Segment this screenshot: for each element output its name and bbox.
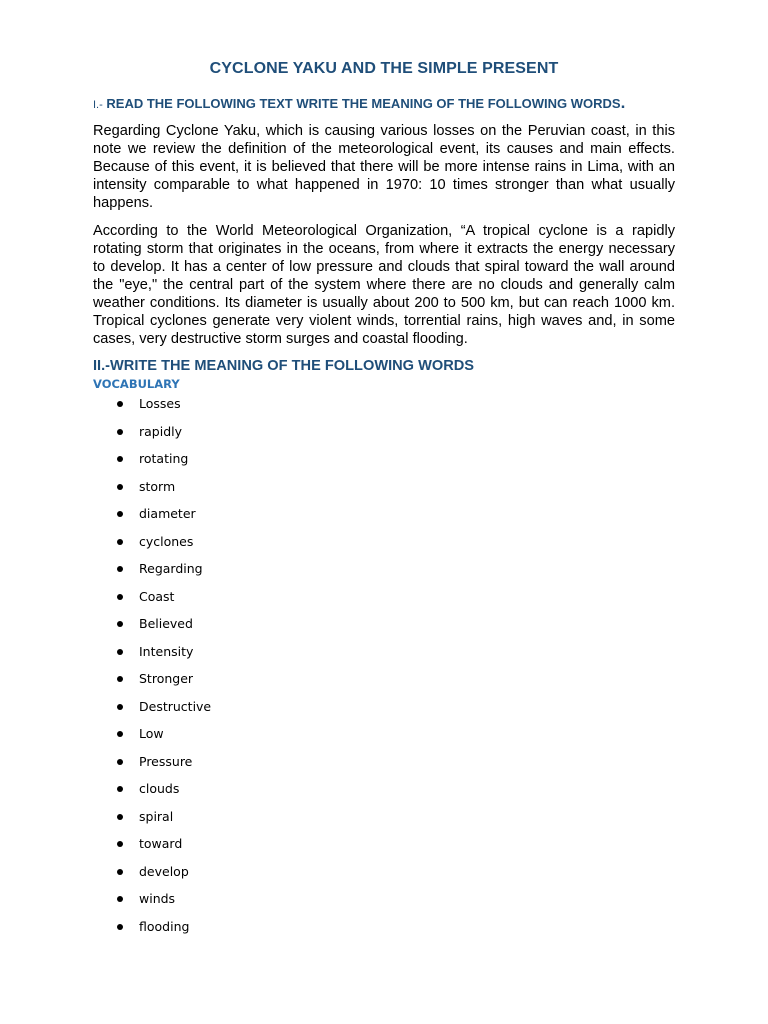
bullet-icon bbox=[117, 869, 123, 875]
list-item bbox=[93, 669, 211, 697]
vocabulary-list bbox=[93, 394, 211, 944]
list-item bbox=[93, 889, 211, 917]
bullet-icon bbox=[117, 594, 123, 600]
bullet-icon bbox=[117, 649, 123, 655]
bullet-icon bbox=[117, 759, 123, 765]
vocabulary-word: Low bbox=[139, 726, 164, 741]
vocabulary-word: spiral bbox=[139, 808, 174, 824]
bullet-icon bbox=[117, 704, 123, 710]
vocabulary-word: Destructive bbox=[139, 698, 212, 714]
vocabulary-word: storm bbox=[139, 478, 176, 494]
list-item bbox=[93, 642, 211, 670]
vocabulary-word: develop bbox=[139, 863, 189, 879]
vocabulary-word: winds bbox=[139, 891, 176, 906]
list-item bbox=[93, 779, 211, 807]
section-1-heading-text: READ THE FOLLOWING TEXT WRITE THE MEANING OF THE FOLLOWING WORDS bbox=[102, 96, 621, 111]
list-item bbox=[93, 587, 211, 615]
document-title: CYCLONE YAKU AND THE SIMPLE PRESENT bbox=[209, 60, 559, 77]
bullet-icon bbox=[117, 456, 123, 462]
paragraph-1: Regarding Cyclone Yaku, which is causing various losses on the Peruvian coast, in this note we review the definition of the meteorological event, its causes and main effects. Because of this event, it is believed that there will be more intense rains in Lima, with an intensity comparable to what happened in 1970: 10 times stronger than what usually happens. bbox=[93, 123, 675, 211]
bullet-icon bbox=[117, 566, 123, 572]
bullet-icon bbox=[117, 841, 123, 847]
bullet-icon bbox=[117, 814, 123, 820]
list-item bbox=[93, 504, 211, 532]
list-item bbox=[93, 422, 211, 450]
bullet-icon bbox=[117, 896, 123, 902]
list-item bbox=[93, 917, 211, 945]
list-item bbox=[93, 614, 211, 642]
list-item bbox=[93, 724, 211, 752]
vocabulary-word: flooding bbox=[139, 918, 190, 934]
vocabulary-word: Believed bbox=[139, 616, 193, 631]
vocabulary-word: diameter bbox=[139, 506, 196, 521]
section-1-heading bbox=[93, 93, 693, 113]
list-item bbox=[93, 752, 211, 780]
list-item bbox=[93, 697, 211, 725]
section-2-heading: II.-WRITE THE MEANING OF THE FOLLOWING WORDS bbox=[93, 358, 475, 374]
bullet-icon bbox=[117, 484, 123, 490]
list-item bbox=[93, 807, 211, 835]
list-item bbox=[93, 834, 211, 862]
bullet-icon bbox=[117, 429, 123, 435]
vocabulary-word: cyclones bbox=[139, 533, 194, 549]
bullet-icon bbox=[117, 621, 123, 627]
section-1-number: I.- bbox=[93, 99, 103, 111]
list-item bbox=[93, 532, 211, 560]
paragraph-2: According to the World Meteorological Organization, “A tropical cyclone is a rapidly rotating storm that originates in the oceans, from where it extracts the energy necessary to develop. It has a center of low pressure and clouds that spiral toward the wall around the "eye," the central part of the system where there are no clouds and generally calm weather conditions. Its diameter is usually about 200 to 500 km, but can reach 1000 km. Tropical cyclones generate very violent winds, torrential rains, high waves and, in some cases, very destructive storm surges and coastal flooding. bbox=[93, 223, 675, 347]
list-item bbox=[93, 449, 211, 477]
bullet-icon bbox=[117, 539, 123, 545]
list-item bbox=[93, 559, 211, 587]
section-1-heading-period: . bbox=[620, 93, 626, 112]
vocabulary-word: clouds bbox=[139, 781, 180, 796]
bullet-icon bbox=[117, 511, 123, 517]
bullet-icon bbox=[117, 731, 123, 737]
vocabulary-word: Pressure bbox=[139, 753, 193, 769]
vocabulary-word: toward bbox=[139, 836, 183, 851]
list-item bbox=[93, 477, 211, 505]
vocabulary-word: Regarding bbox=[139, 561, 203, 576]
vocabulary-word: Coast bbox=[139, 588, 175, 604]
vocabulary-word: Intensity bbox=[139, 643, 194, 659]
vocabulary-word: Losses bbox=[139, 396, 181, 411]
list-item bbox=[93, 394, 211, 422]
bullet-icon bbox=[117, 676, 123, 682]
vocabulary-word: rapidly bbox=[139, 423, 183, 439]
vocabulary-word: rotating bbox=[139, 451, 189, 466]
vocabulary-heading: VOCABULARY bbox=[93, 377, 180, 391]
bullet-icon bbox=[117, 924, 123, 930]
vocabulary-word: Stronger bbox=[139, 671, 194, 686]
list-item bbox=[93, 862, 211, 890]
bullet-icon bbox=[117, 786, 123, 792]
bullet-icon bbox=[117, 401, 123, 407]
